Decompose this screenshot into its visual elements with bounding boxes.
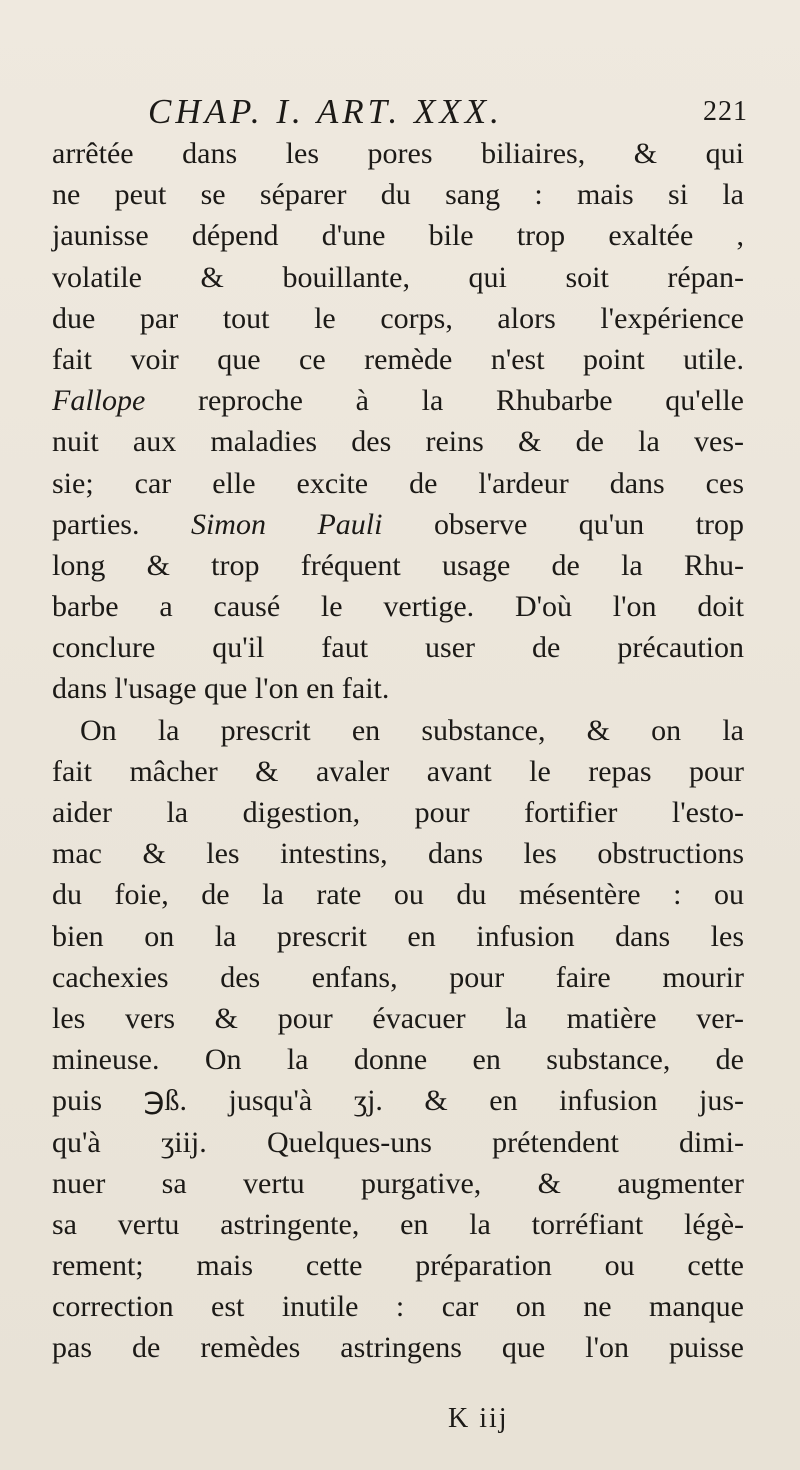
- text-line: pas de remèdes astringens que l'on puisse: [52, 1331, 744, 1365]
- text-line: bien on la prescrit en infusion dans les: [52, 919, 744, 953]
- author-name-simon-pauli: Simon Pauli: [190, 507, 383, 541]
- author-name-fallope: Fallope: [52, 384, 146, 418]
- text-line: due par tout le corps, alors l'expérience: [52, 301, 744, 335]
- text-line: jaunisse dépend d'une bile trop exaltée ,: [52, 219, 744, 253]
- text-line-italic-start: [52, 380, 744, 421]
- running-title: CHAP. I. ART. XXX.: [148, 92, 503, 131]
- text-line: correction est inutile : car on ne manque: [52, 1290, 744, 1324]
- text-line-with-author: [52, 504, 744, 545]
- text-line: cachexies des enfans, pour faire mourir: [52, 960, 744, 994]
- text-line: fait voir que ce remède n'est point utile.: [52, 342, 744, 376]
- text-line-rest: reproche à la Rhubarbe qu'elle: [145, 384, 744, 418]
- text-line: les vers & pour évacuer la matière ver-: [52, 1001, 744, 1035]
- text-line: nuer sa vertu purgative, & augmenter: [52, 1166, 744, 1200]
- text-line-lead: parties.: [52, 507, 191, 541]
- text-line: puis ℈ß. jusqu'à ʒj. & en infusion jus-: [52, 1084, 744, 1118]
- text-line: qu'à ʒiij. Quelques-uns prétendent dimi-: [52, 1125, 744, 1159]
- text-line: volatile & bouillante, qui soit répan-: [52, 260, 744, 294]
- text-line: sie; car elle excite de l'ardeur dans ces: [52, 466, 744, 500]
- body-text: [52, 133, 744, 1369]
- signature-mark: K iij: [448, 1403, 509, 1434]
- text-line: On la prescrit en substance, & on la: [80, 713, 744, 747]
- text-line: aider la digestion, pour fortifier l'esto-: [52, 796, 744, 829]
- text-line: rement; mais cette préparation ou cette: [52, 1249, 744, 1283]
- text-line: ne peut se séparer du sang : mais si la: [52, 178, 744, 212]
- text-line: du foie, de la rate ou du mésentère : ou: [52, 878, 744, 912]
- text-line: arrêtée dans les pores biliaires, & qui: [52, 137, 744, 170]
- text-line: nuit aux maladies des reins & de la ves-: [52, 425, 744, 459]
- text-line: conclure qu'il faut user de précaution: [52, 631, 744, 665]
- text-line: mac & les intestins, dans les obstructions: [52, 837, 744, 871]
- text-line: long & trop fréquent usage de la Rhu-: [52, 548, 744, 582]
- text-line: mineuse. On la donne en substance, de: [52, 1043, 744, 1077]
- text-line: dans l'usage que l'on en fait.: [52, 672, 390, 706]
- text-line: barbe a causé le vertige. D'où l'on doit: [52, 590, 744, 624]
- page-number: 221: [703, 96, 748, 127]
- text-line: fait mâcher & avaler avant le repas pour: [52, 754, 744, 788]
- text-line: sa vertu astringente, en la torréfiant légè-: [52, 1207, 744, 1241]
- text-line-rest: observe qu'un trop: [382, 507, 744, 541]
